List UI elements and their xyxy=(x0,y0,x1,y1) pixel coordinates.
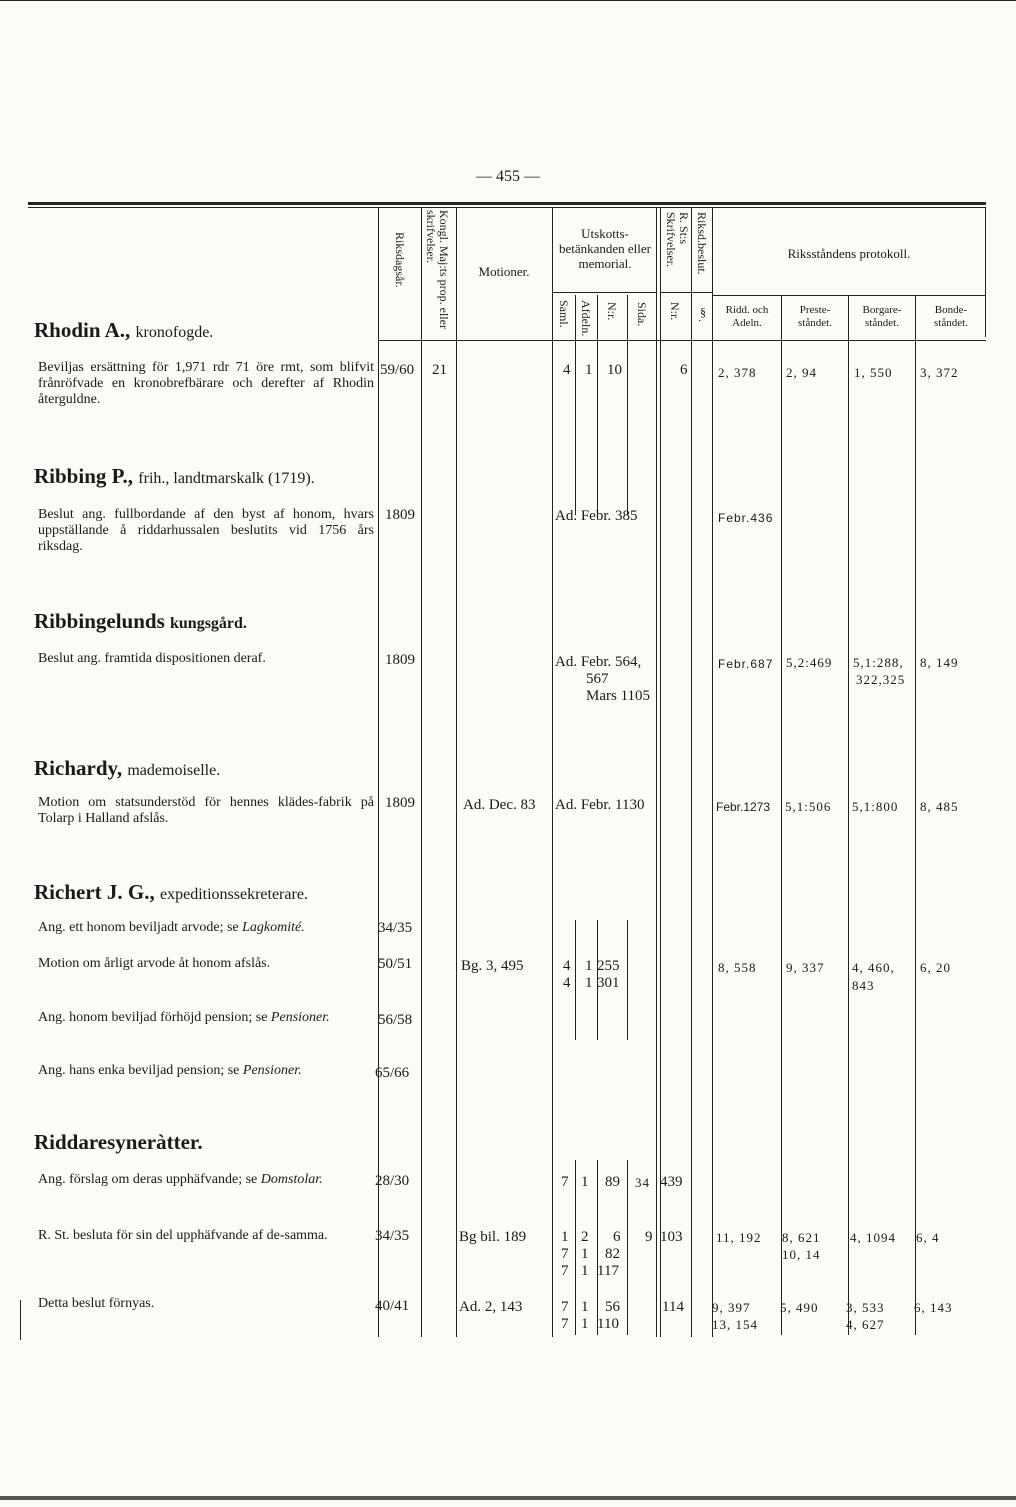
afdeln-value: 1 xyxy=(581,1316,589,1332)
borgare-value: 4, 1094 xyxy=(850,1230,896,1245)
entry-name-ribbing: Ribbing P., frih., landtmarskalk (1719). xyxy=(34,464,315,488)
preste-value: 10, 14 xyxy=(782,1247,821,1262)
year: 56/58 xyxy=(378,1012,413,1028)
nr-value: 117 xyxy=(597,1263,619,1279)
borgare-value: 322,325 xyxy=(856,672,906,687)
col-rule xyxy=(627,295,628,515)
header-ridd: Ridd. och Adeln. xyxy=(725,304,769,329)
page-number: — 455 — xyxy=(476,168,540,185)
entry-name-richert: Richert J. G., expeditionssekreterare. xyxy=(34,880,308,904)
entry-text: Beslut ang. framtida dispositionen deraf. xyxy=(38,651,266,666)
entry-name-richardy: Richardy, mademoiselle. xyxy=(34,756,221,780)
motion-value: Bg bil. 189 xyxy=(459,1229,527,1245)
year: 28/30 xyxy=(375,1173,410,1189)
skr-value: 6 xyxy=(680,362,688,378)
utskott-value: 567 xyxy=(586,671,609,687)
entry-text: Beviljas ersättning för 1,971 rdr 71 öre rmt, som blifvit frånröfvade en kronobrefbärare och derefter af Rhodin återguldne. xyxy=(38,360,374,407)
year: 50/51 xyxy=(378,956,413,972)
header-motioner: Motioner. xyxy=(478,264,530,279)
utskott-value: Mars 1105 xyxy=(586,688,651,704)
saml-value: 7 xyxy=(561,1263,569,1279)
col-rule xyxy=(421,207,422,1337)
col-rule xyxy=(575,1160,576,1335)
sub-header-rule xyxy=(552,292,656,293)
bonde-value: 3, 372 xyxy=(920,365,959,380)
col-rule xyxy=(848,295,849,1335)
saml-value: 4 xyxy=(563,362,571,378)
saml-value: 4 xyxy=(563,975,571,991)
header-afdeln: Afdeln. xyxy=(579,300,593,337)
skr-value: 439 xyxy=(660,1174,683,1190)
bonde-value: 8, 485 xyxy=(920,799,959,814)
header-saml: Saml. xyxy=(557,300,571,328)
afdeln-value: 1 xyxy=(581,1174,589,1190)
entry-name-ribbingelunds: Ribbingelunds kungsgård. xyxy=(34,609,247,633)
ridd-value: Febr.1273 xyxy=(716,800,771,814)
header-riksdagsar: Riksdagsår. xyxy=(393,232,407,288)
borgare-value: 3, 533 xyxy=(846,1300,885,1315)
ridd-value: Febr.436 xyxy=(718,511,774,525)
col-rule xyxy=(656,207,657,1337)
skr-value: 114 xyxy=(662,1299,684,1315)
col-rule xyxy=(660,207,661,1337)
col-rule xyxy=(597,295,598,515)
header-sida: Sida. xyxy=(635,302,649,327)
col-rule xyxy=(627,920,628,1040)
col-rule xyxy=(378,207,379,1337)
entry-text: Beslut ang. fullbordande af den byst af honom, hvars uppställande å riddarhussalen beslutits vid 1756 års riksdag. xyxy=(38,507,374,554)
col-rule xyxy=(597,1160,598,1335)
afdeln-value: 1 xyxy=(585,958,593,974)
year: 40/41 xyxy=(375,1298,410,1314)
year: 34/35 xyxy=(375,1228,410,1244)
col-rule xyxy=(575,920,576,1040)
afdeln-value: 2 xyxy=(581,1229,589,1245)
bonde-value: 6, 20 xyxy=(920,960,951,975)
col-rule xyxy=(915,295,916,1335)
col-rule xyxy=(781,295,782,1335)
utskott-value: Ad. Febr. 564, xyxy=(555,654,642,670)
preste-value: 9, 337 xyxy=(786,960,825,975)
ridd-value: 11, 192 xyxy=(716,1230,762,1245)
top-rule-thick xyxy=(28,202,986,205)
col-rule xyxy=(456,207,457,1337)
ridd-value: 8, 558 xyxy=(718,960,757,975)
borgare-value: 4, 460, xyxy=(852,960,895,975)
motion-value: Ad. Dec. 83 xyxy=(463,797,536,813)
bonde-value: 6, 143 xyxy=(914,1300,953,1315)
motion-value: Bg. 3, 495 xyxy=(461,958,524,974)
afdeln-value: 1 xyxy=(581,1299,589,1315)
preste-value: 5, 490 xyxy=(780,1300,819,1315)
borgare-value: 5,1:800 xyxy=(852,799,899,814)
ridd-value: 2, 378 xyxy=(718,365,757,380)
col-rule xyxy=(575,295,576,515)
entry-name-riddaresyneratter: Riddaresyneràtter. xyxy=(34,1130,203,1154)
motion-value: Ad. 2, 143 xyxy=(459,1299,523,1315)
nr-value: 6 xyxy=(613,1229,621,1245)
header-kongl: Kongl. Maj:ts prop. eller skrifvelser. xyxy=(424,210,451,329)
entry-text: Ang. hans enka beviljad pension; se Pensioner. xyxy=(38,1063,302,1078)
afdeln-value: 1 xyxy=(585,362,593,378)
saml-value: 7 xyxy=(561,1299,569,1315)
saml-value: 7 xyxy=(561,1316,569,1332)
year: 34/35 xyxy=(378,920,413,936)
nr-value: 89 xyxy=(605,1174,620,1190)
header-bonde: Bonde-ståndet. xyxy=(934,304,968,329)
top-rule-thin xyxy=(28,207,986,208)
header-preste: Preste-ståndet. xyxy=(798,304,832,329)
afdeln-value: 1 xyxy=(585,975,593,991)
col-rule xyxy=(691,207,692,1337)
afdeln-value: 1 xyxy=(581,1263,589,1279)
skr-value: 103 xyxy=(660,1229,683,1245)
header-utskotts: Utskotts-betänkanden eller memorial. xyxy=(558,226,652,271)
bonde-value: 6, 4 xyxy=(916,1230,940,1245)
preste-value: 5,1:506 xyxy=(785,799,832,814)
col-rule xyxy=(552,207,553,1337)
utskott-value: Ad. Febr. 385 xyxy=(555,508,638,524)
entry-text: Detta beslut förnyas. xyxy=(38,1296,155,1311)
entry-text: Ang. förslag om deras upphäfvande; se Domstolar. xyxy=(38,1172,323,1187)
year: 1809 xyxy=(385,795,415,811)
header-rsts: R. St:s Skrifvelser. xyxy=(664,212,691,267)
nr-value: 301 xyxy=(597,975,620,991)
year: 59/60 xyxy=(380,362,415,378)
afdeln-value: 1 xyxy=(581,1246,589,1262)
page-bottom-edge xyxy=(0,1496,1016,1500)
year: 1809 xyxy=(385,507,415,523)
entry-text: Motion om statsunderstöd för hennes klädes-fabrik på Tolarp i Halland afslås. xyxy=(38,795,374,826)
year: 65/66 xyxy=(375,1065,410,1081)
bonde-value: 8, 149 xyxy=(920,655,959,670)
header-bottom-rule xyxy=(378,340,986,341)
entry-text: Ang. ett honom beviljadt arvode; se Lagkomité. xyxy=(38,920,305,935)
kongl-value: 21 xyxy=(432,362,447,378)
ridd-value: 9, 397 xyxy=(712,1300,751,1315)
header-nr: N:r. xyxy=(605,302,619,321)
entry-text: Ang. honom beviljad förhöjd pension; se Pensioner. xyxy=(38,1010,330,1025)
borgare-value: 5,1:288, xyxy=(853,655,904,670)
nr-value: 10 xyxy=(607,362,622,378)
borgare-value: 843 xyxy=(852,978,875,993)
preste-value: 8, 621 xyxy=(782,1230,821,1245)
col-rule xyxy=(627,1160,628,1335)
header-nr2: N:r. xyxy=(668,302,682,321)
nr-value: 82 xyxy=(605,1246,620,1262)
entry-text: Motion om årligt arvode åt honom afslås. xyxy=(38,956,271,971)
header-par: §. xyxy=(696,305,710,322)
borgare-value: 4, 627 xyxy=(846,1317,885,1332)
ridd-value: 13, 154 xyxy=(712,1317,758,1332)
header-riksd-beslut: Riksd.beslut. xyxy=(695,212,709,275)
entry-text: R. St. besluta för sin del upphäfvande af de-samma. xyxy=(38,1228,328,1243)
preste-value: 5,2:469 xyxy=(786,655,833,670)
sub-header-rule xyxy=(712,295,986,296)
saml-value: 4 xyxy=(563,958,571,974)
utskott-value: Ad. Febr. 1130 xyxy=(555,797,645,813)
margin-rule xyxy=(20,1300,21,1340)
saml-value: 7 xyxy=(561,1246,569,1262)
nr-value: 110 xyxy=(597,1316,619,1332)
year: 1809 xyxy=(385,652,415,668)
preste-value: 2, 94 xyxy=(786,365,817,380)
saml-value: 7 xyxy=(561,1174,569,1190)
borgare-value: 1, 550 xyxy=(854,365,893,380)
header-borgare: Borgare-ståndet. xyxy=(862,304,902,329)
page-top-edge xyxy=(0,0,1016,1)
col-rule xyxy=(712,207,713,1337)
sida-value: 34 xyxy=(635,1175,650,1190)
saml-value: 1 xyxy=(561,1229,569,1245)
col-rule xyxy=(985,207,986,337)
header-riksstandens: Riksståndens protokoll. xyxy=(787,246,911,261)
sub-header-rule xyxy=(660,292,712,293)
sida-value: 9 xyxy=(645,1229,653,1245)
nr-value: 255 xyxy=(597,958,620,974)
ridd-value: Febr.687 xyxy=(718,657,774,671)
entry-name-rhodin: Rhodin A., kronofogde. xyxy=(34,318,214,342)
nr-value: 56 xyxy=(605,1299,620,1315)
